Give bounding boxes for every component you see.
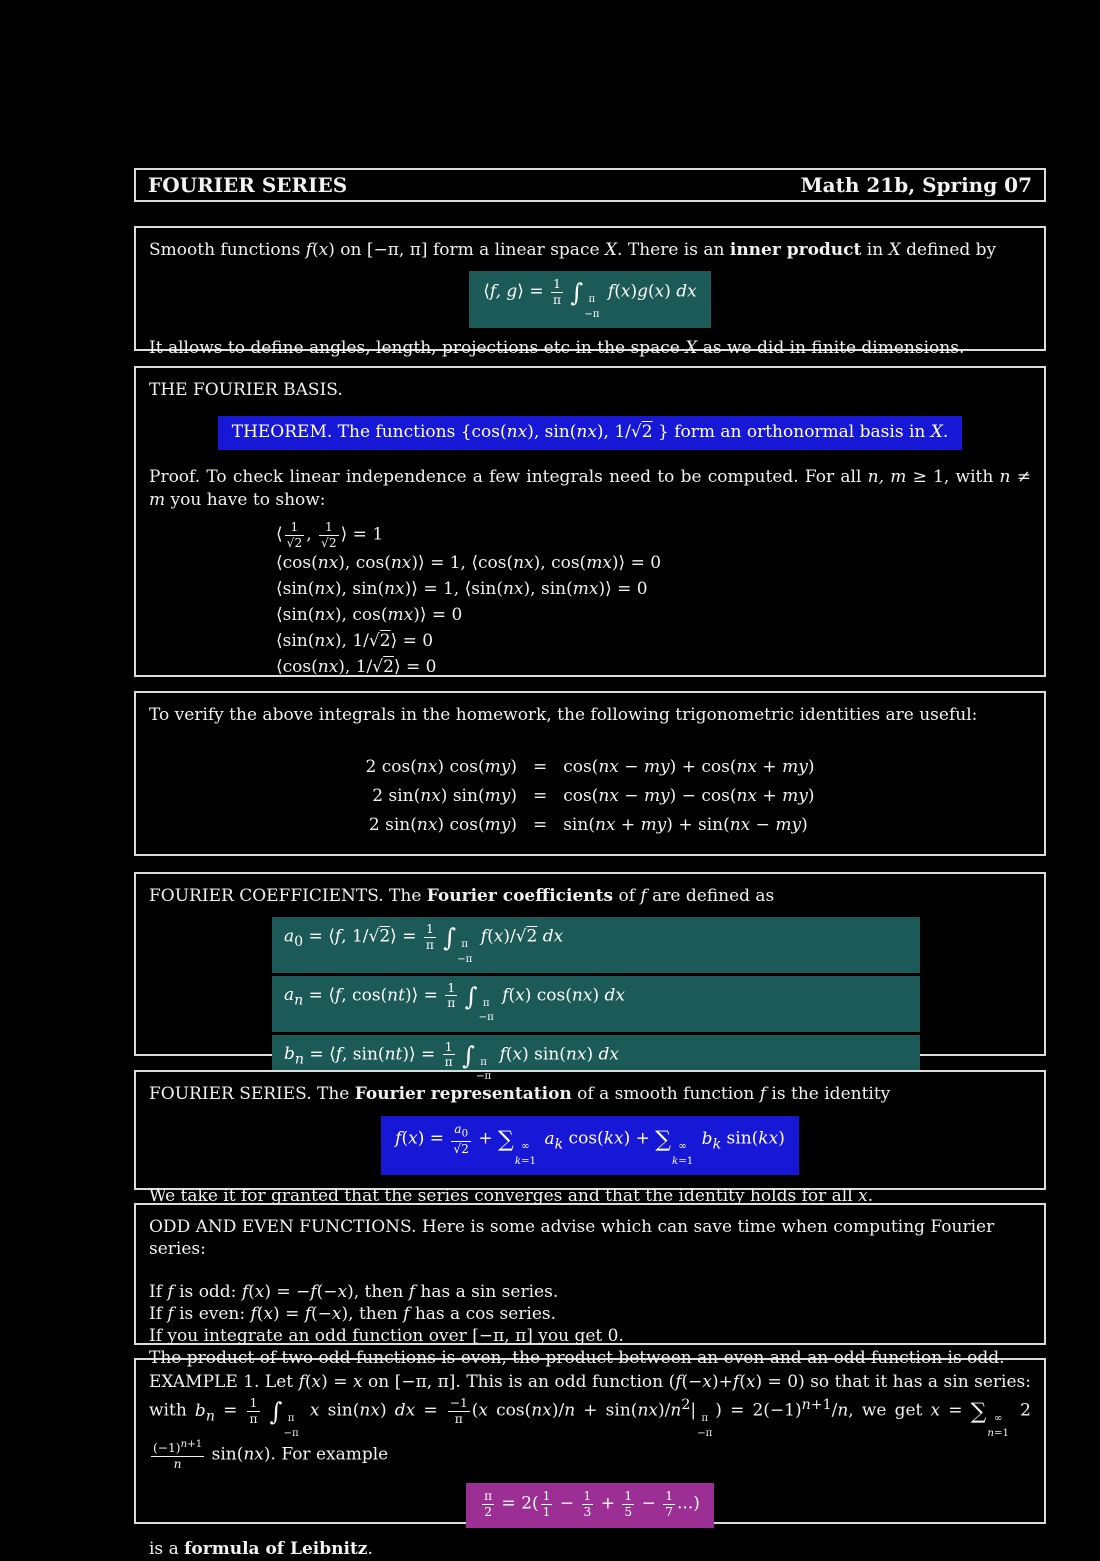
identity-rhs: cos(nx − my) + cos(nx + my) bbox=[563, 757, 815, 777]
trig-identities-intro: To verify the above integrals in the homework, the following trigonometric identities are useful: bbox=[149, 705, 978, 725]
page-title: FOURIER SERIES bbox=[148, 173, 348, 197]
example-section bbox=[134, 1358, 1046, 1559]
identity-lhs: 2 sin(nx) cos(my) bbox=[368, 815, 517, 835]
convergence-note: We take it for granted that the series converges and that the identity holds for all x. bbox=[149, 1185, 874, 1206]
relation-line: ⟨sin(nx), 1/√2⟩ = 0 bbox=[276, 631, 434, 652]
fourier-series-formula: f(x) = $\frac{a_0}{√2}$ + ∑ ∞ k=1 $a_k$ cos(kx) + ∑ ∞ k=1 $b_k$ sin(kx) bbox=[381, 1116, 799, 1175]
equals-sign: = bbox=[532, 757, 548, 777]
identity-lhs: 2 sin(nx) sin(my) bbox=[372, 786, 517, 806]
bn-formula: $b_n$ = ⟨f, sin(nt)⟩ = $\frac{1}{\pi}$ ∫ π −π f(x) sin(nx) dx bbox=[272, 1035, 920, 1091]
fourier-coefficients-heading: FOURIER COEFFICIENTS. The Fourier coefficients of f are defined as bbox=[149, 886, 775, 906]
inner-product-formula: ⟨f, g⟩ = $\frac{1}{\pi}$ ∫ π −π f(x)g(x) dx bbox=[469, 271, 710, 328]
course-label: Math 21b, Spring 07 bbox=[800, 173, 1032, 197]
leibnitz-formula: $\frac{\pi}{2}$ = 2( $\frac{1}{1}$ − $\frac{1}{3}$ + $\frac{1}{5}$ − $\frac{1}{7}$ ...) bbox=[466, 1483, 714, 1527]
proof-text: Proof. To check linear independence a few integrals need to be computed. For all n, m ≥ 1, with n ≠ m you have to show: bbox=[149, 467, 1031, 510]
inner-product-formula-row bbox=[149, 262, 1031, 337]
odd-even-rule: If you integrate an odd function over [−π, π] you get 0. bbox=[149, 1326, 624, 1346]
orthonormality-relations bbox=[276, 520, 1031, 680]
relation-line: ⟨cos(nx), cos(nx)⟩ = 1, ⟨cos(nx), cos(mx)⟩ = 0 bbox=[276, 553, 662, 574]
an-formula: $a_n$ = ⟨f, cos(nt)⟩ = $\frac{1}{\pi}$ ∫ π −π f(x) cos(nx) dx bbox=[272, 976, 920, 1032]
odd-even-section bbox=[134, 1203, 1046, 1368]
odd-even-rule: If f is odd: f(x) = −f(−x), then f has a sin series. bbox=[149, 1282, 559, 1302]
equals-sign: = bbox=[532, 815, 548, 835]
odd-even-rule: The product of two odd functions is even, the product between an even and an odd function is odd. bbox=[149, 1348, 1005, 1368]
leibnitz-formula-row bbox=[149, 1471, 1031, 1537]
fourier-coefficients-section bbox=[134, 872, 1046, 1083]
identity-lhs: 2 cos(nx) cos(my) bbox=[365, 757, 517, 777]
trig-identities-table bbox=[366, 757, 815, 836]
relation-line: ⟨cos(nx), 1/√2⟩ = 0 bbox=[276, 657, 437, 678]
inner-product-intro-text: Smooth functions f(x) on [−π, π] form a linear space X. There is an inner product in X defined by bbox=[149, 240, 997, 260]
relation-line: ⟨sin(nx), sin(nx)⟩ = 1, ⟨sin(nx), sin(mx)⟩ = 0 bbox=[276, 579, 648, 600]
inner-product-note-text: It allows to define angles, length, projections etc in the space X as we did in finite dimensions. bbox=[149, 337, 965, 358]
a0-formula: $a_0$ = ⟨f, 1/√2⟩ = $\frac{1}{\pi}$ ∫ π −π f(x)/√2 dx bbox=[272, 917, 920, 973]
theorem-statement: THEOREM. The functions {cos(nx), sin(nx), 1/√2 } form an orthonormal basis in X. bbox=[218, 416, 963, 450]
odd-even-heading: ODD AND EVEN FUNCTIONS. Here is some advise which can save time when computing Fourier series: bbox=[149, 1217, 995, 1259]
relation-line: ⟨sin(nx), cos(mx)⟩ = 0 bbox=[276, 605, 463, 626]
fourier-series-formula-row bbox=[149, 1106, 1031, 1185]
example-closing-text: is a formula of Leibnitz. bbox=[149, 1538, 373, 1559]
odd-even-rules bbox=[149, 1281, 1031, 1369]
identity-rhs: sin(nx + my) + sin(nx − my) bbox=[563, 815, 808, 835]
document-page bbox=[134, 168, 1046, 1559]
inner-product-section bbox=[134, 226, 1046, 358]
fourier-basis-heading: THE FOURIER BASIS. bbox=[149, 380, 343, 400]
title-bar bbox=[134, 168, 1046, 202]
fourier-series-section bbox=[134, 1070, 1046, 1206]
equals-sign: = bbox=[532, 786, 548, 806]
identity-rhs: cos(nx − my) − cos(nx + my) bbox=[563, 786, 815, 806]
odd-even-rule: If f is even: f(x) = f(−x), then f has a cos series. bbox=[149, 1304, 557, 1324]
example-body-text: EXAMPLE 1. Let f(x) = x on [−π, π]. This is an odd function (f(−x)+f(x) = 0) so that it has a sin series: with $b_n$ = $\frac{1}{\pi}$ ∫ π −π x sin(nx) dx = $\frac{-1}{\pi}$ (x $\cos(nx)/n + \sin(nx)/n^2|$ π −π ) = $2(-1)^{n+1}/n$, we get x = ∑ ∞ n=1 2 $\frac{(-1)^{n+1}}{n}$ sin(nx). For example bbox=[149, 1372, 1031, 1471]
relation-line: ⟨ $\frac{1}{√2}$ , $\frac{1}{√2}$ ⟩ = 1 bbox=[276, 520, 384, 550]
trig-identities-section bbox=[134, 691, 1046, 856]
fourier-basis-section bbox=[134, 366, 1046, 677]
fourier-series-heading: FOURIER SERIES. The Fourier representation of a smooth function f is the identity bbox=[149, 1084, 891, 1104]
